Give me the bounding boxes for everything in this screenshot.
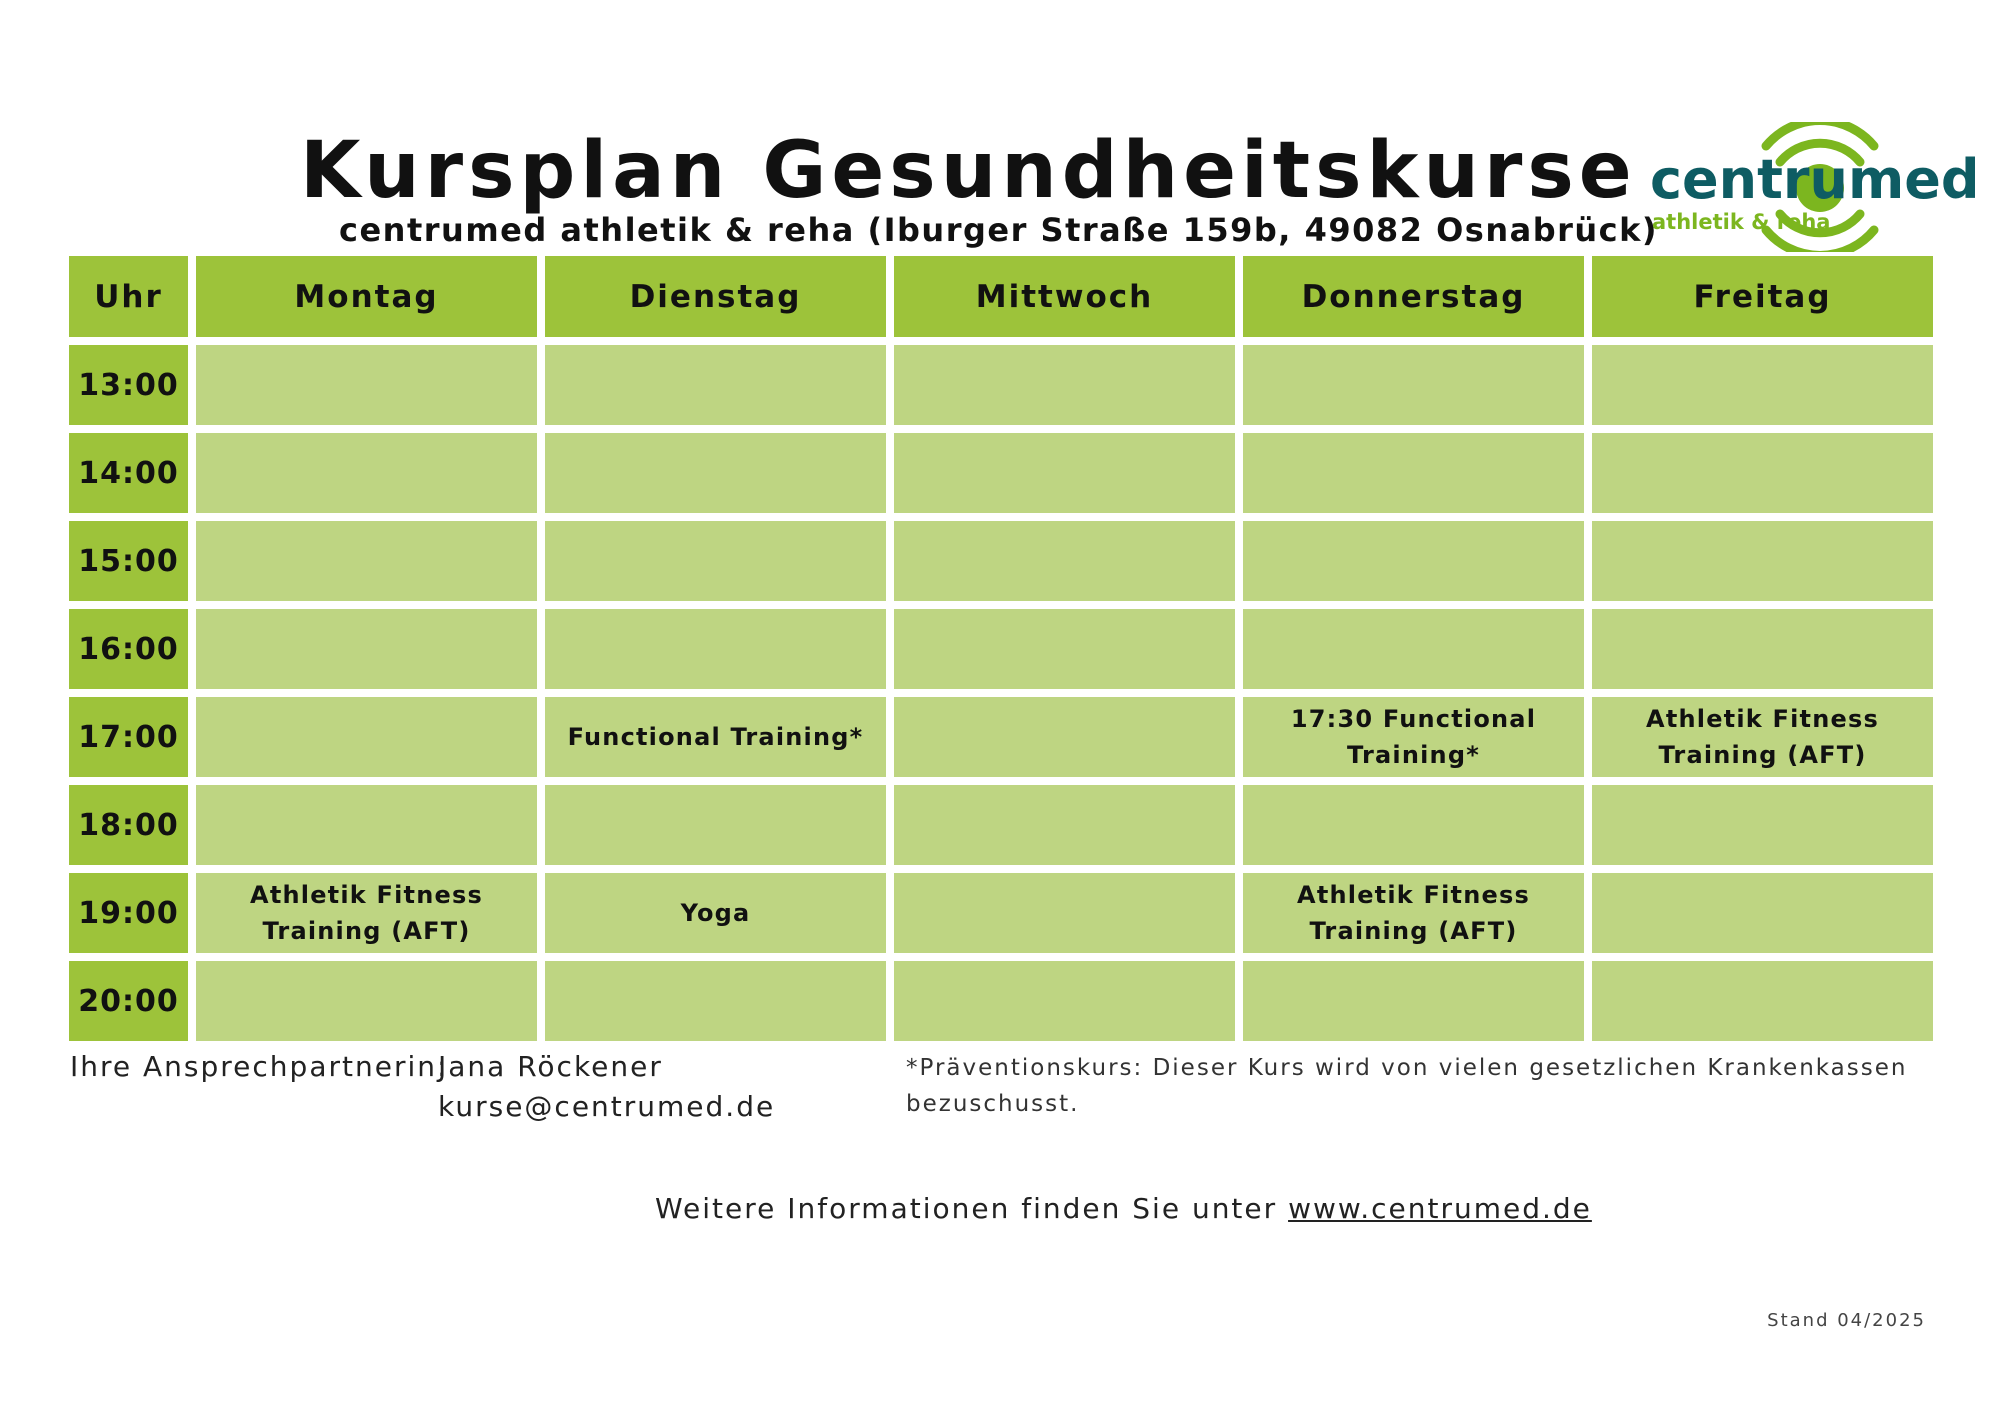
course-slot-functional-training-1730: 17:30 Functional Training* [1243, 697, 1584, 777]
more-info-text: Weitere Informationen finden Sie unter [655, 1192, 1278, 1225]
table-row [69, 609, 1933, 689]
prevention-footnote: *Präventionskurs: Dieser Kurs wird von vielen gesetzlichen Krankenkassen bezuschusst. [906, 1055, 1908, 1117]
course-slot [196, 609, 537, 689]
time-cell: 15:00 [69, 521, 188, 601]
course-slot [1243, 785, 1584, 865]
course-slot [545, 345, 886, 425]
time-cell: 19:00 [69, 873, 188, 953]
time-cell: 18:00 [69, 785, 188, 865]
course-slot [1592, 785, 1933, 865]
course-slot [545, 785, 886, 865]
table-row [69, 433, 1933, 513]
course-slot [1592, 345, 1933, 425]
course-slot [894, 961, 1235, 1041]
course-slot [1243, 345, 1584, 425]
course-slot-aft: Athletik Fitness Training (AFT) [1243, 873, 1584, 953]
course-slot [196, 961, 537, 1041]
course-slot [196, 521, 537, 601]
table-row [69, 873, 1933, 953]
more-info [655, 1192, 1592, 1225]
course-slot [894, 345, 1235, 425]
course-slot [545, 433, 886, 513]
table-row [69, 697, 1933, 777]
course-slot [1592, 873, 1933, 953]
header-row [69, 256, 1933, 337]
course-slot [196, 697, 537, 777]
contact-label: Ihre Ansprechpartnerin: [70, 1050, 449, 1083]
course-slot [894, 433, 1235, 513]
course-slot [894, 609, 1235, 689]
logo-tagline: athletik & reha [1652, 210, 1831, 234]
stand-date: Stand 04/2025 [1767, 1310, 1926, 1331]
course-slot-yoga: Yoga [545, 873, 886, 953]
course-slot [545, 961, 886, 1041]
header-thursday: Donnerstag [1243, 256, 1584, 337]
centrumed-logo [1640, 122, 1980, 252]
logo-wordmark: centrumed [1650, 148, 1980, 211]
header-friday: Freitag [1592, 256, 1933, 337]
page-subtitle: centrumed athletik & reha (Iburger Straße 159b, 49082 Osnabrück) [339, 211, 1659, 249]
course-slot [1243, 433, 1584, 513]
time-cell: 14:00 [69, 433, 188, 513]
course-slot [196, 785, 537, 865]
table-row [69, 785, 1933, 865]
header-time: Uhr [69, 256, 188, 337]
course-slot [545, 609, 886, 689]
course-slot [1243, 609, 1584, 689]
header-tuesday: Dienstag [545, 256, 886, 337]
course-slot [1592, 433, 1933, 513]
course-slot [1592, 609, 1933, 689]
time-cell: 13:00 [69, 345, 188, 425]
course-slot [1592, 961, 1933, 1041]
contact-name: Jana Röckener [438, 1050, 663, 1083]
course-schedule-table [61, 248, 1941, 1049]
time-cell: 17:00 [69, 697, 188, 777]
course-slot [894, 873, 1235, 953]
table-row [69, 961, 1933, 1041]
table-row [69, 521, 1933, 601]
course-slot [1243, 521, 1584, 601]
header-monday: Montag [196, 256, 537, 337]
course-slot [894, 697, 1235, 777]
header-wednesday: Mittwoch [894, 256, 1235, 337]
course-slot [894, 521, 1235, 601]
course-slot [894, 785, 1235, 865]
course-slot-aft: Athletik Fitness Training (AFT) [196, 873, 537, 953]
time-cell: 16:00 [69, 609, 188, 689]
course-slot [545, 521, 886, 601]
time-cell: 20:00 [69, 961, 188, 1041]
page-title: Kursplan Gesundheitskurse [300, 126, 1637, 216]
contact-email: kurse@centrumed.de [438, 1090, 776, 1123]
course-slot [196, 433, 537, 513]
course-slot [1592, 521, 1933, 601]
table-row [69, 345, 1933, 425]
website-link[interactable]: www.centrumed.de [1288, 1192, 1592, 1225]
course-slot-aft: Athletik Fitness Training (AFT) [1592, 697, 1933, 777]
course-slot-functional-training: Functional Training* [545, 697, 886, 777]
course-slot [196, 345, 537, 425]
course-slot [1243, 961, 1584, 1041]
